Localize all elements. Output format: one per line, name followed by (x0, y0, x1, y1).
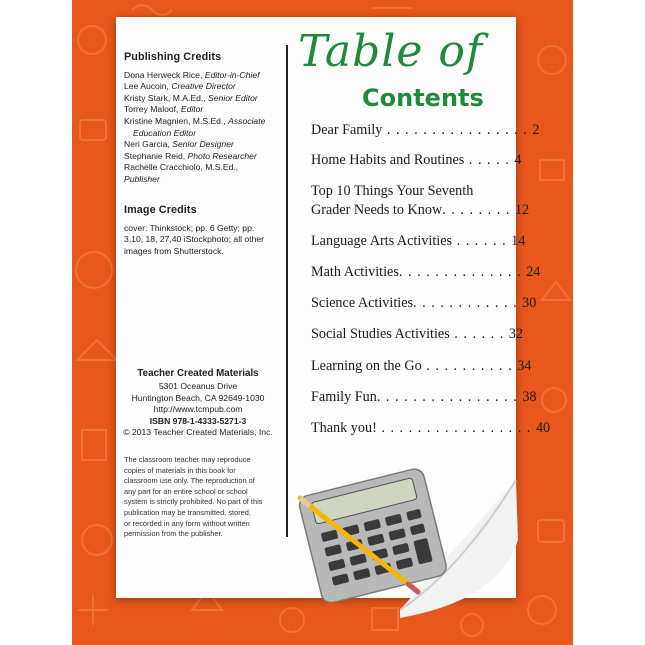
legal-line: copies of materials in this book for (124, 465, 236, 475)
isbn: ISBN 978-1-4333-5271-3 (149, 415, 247, 426)
image-credits-line: images from Shutterstock. (124, 245, 224, 256)
publisher-address: Huntington Beach, CA 92649-1030 (131, 392, 265, 403)
toc-entry[interactable]: Math Activities. . . . . . . . . . . . . . 24 (311, 264, 541, 280)
toc-entry[interactable]: Language Arts Activities . . . . . . 14 (311, 233, 526, 249)
credit-line: Education Editor (133, 127, 197, 138)
calculator-icon (286, 462, 461, 602)
toc-entry[interactable]: Learning on the Go . . . . . . . . . . 34 (311, 358, 532, 374)
toc-entry[interactable]: Social Studies Activities . . . . . . 32 (311, 326, 524, 342)
credit-line: Torrey Maloof, Editor (124, 104, 204, 115)
toc-entry[interactable]: Top 10 Things Your Seventh (311, 183, 474, 199)
title-table-of: Table of (298, 26, 484, 77)
legal-line: permission from the publisher. (124, 529, 223, 539)
credit-line: Stephanie Reid, Photo Researcher (124, 150, 257, 161)
publisher-name: Teacher Created Materials (137, 368, 259, 379)
toc-entry[interactable]: Family Fun. . . . . . . . . . . . . . . . 38 (311, 389, 537, 405)
legal-line: or recorded in any form without written (124, 518, 250, 528)
publisher-url: http://www.tcmpub.com (153, 404, 243, 415)
image-credits (124, 205, 274, 257)
credit-line: Rachelle Cracchiolo, M.S.Ed., Publisher (124, 162, 239, 184)
toc-entry[interactable]: Thank you! . . . . . . . . . . . . . . . . . 40 (311, 420, 551, 436)
credit-line: Kristine Magnien, M.S.Ed., Associate (124, 115, 266, 126)
publishing-credits (124, 52, 274, 186)
image-credits-heading: Image Credits (124, 204, 197, 216)
credit-line: Dona Herweck Rice, Editor-in-Chief (124, 69, 260, 80)
publisher-address: 5301 Oceanus Drive (158, 381, 238, 392)
toc-entry-cont[interactable]: Grader Needs to Know. . . . . . . . 12 (311, 202, 530, 218)
image-credits-line: 3,10, 18, 27,40 iStockphoto; all other (124, 234, 264, 245)
legal-line: any part for an entire school or school (124, 486, 248, 496)
legal-line: classroom use only. The reproduction of (124, 476, 255, 486)
legal-notice (124, 455, 282, 540)
toc-entry[interactable]: Dear Family . . . . . . . . . . . . . . . . 2 (311, 122, 540, 138)
toc-entry[interactable]: Home Habits and Routines . . . . . 4 (311, 152, 522, 168)
credit-line: Neri Garcia, Senior Designer (124, 139, 234, 150)
legal-line: publication may be transmitted, stored, (124, 507, 251, 517)
credit-line: Kristy Stark, M.A.Ed., Senior Editor (124, 92, 258, 103)
credit-line: Lee Aucoin, Creative Director (124, 81, 236, 92)
publishing-credits-heading: Publishing Credits (124, 51, 222, 63)
title-contents: Contents (362, 84, 484, 112)
copyright: © 2013 Teacher Created Materials, Inc. (123, 427, 273, 438)
legal-line: The classroom teacher may reproduce (124, 455, 251, 464)
toc-entry[interactable]: Science Activities. . . . . . . . . . . . 30 (311, 295, 537, 311)
publisher-info (112, 368, 284, 438)
legal-line: system is strictly prohibited. No part of this (124, 497, 263, 507)
image-credits-line: cover: Thinkstock; pp. 6 Getty; pp. (124, 222, 255, 233)
